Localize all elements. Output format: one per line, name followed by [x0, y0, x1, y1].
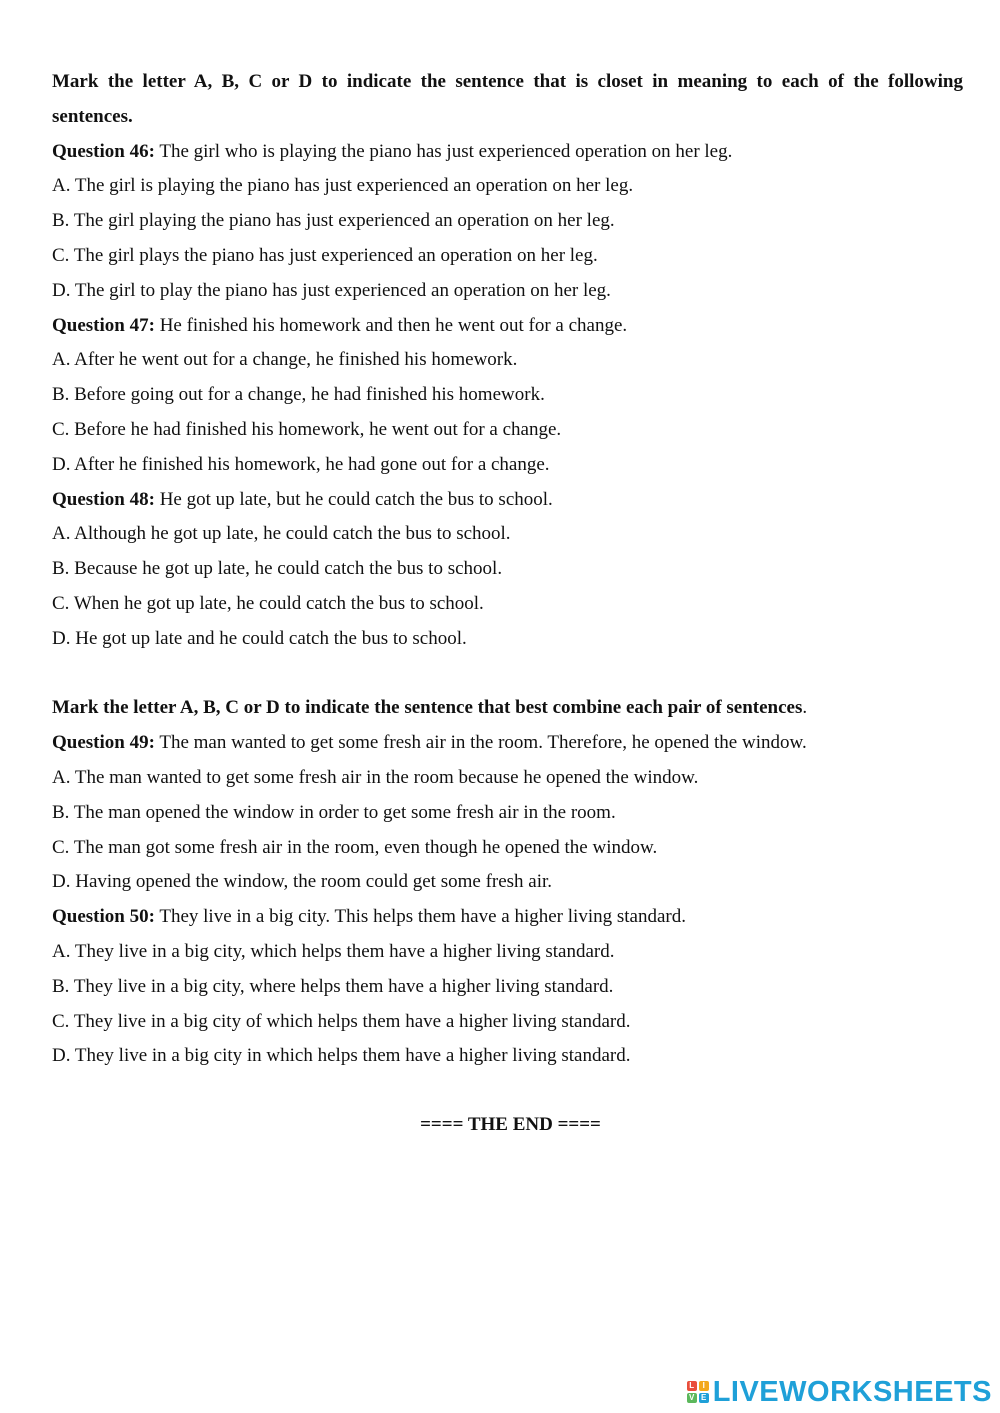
worksheet-page — [52, 65, 963, 1143]
the-end-marker: ==== THE END ==== — [420, 1114, 601, 1136]
question-label: Question 50: — [52, 906, 155, 928]
question-46-option-b[interactable]: B. The girl playing the piano has just experienced an operation on her leg. — [52, 210, 615, 232]
section1-instruction-line2: sentences. — [52, 105, 133, 127]
question-50-option-d[interactable]: D. They live in a big city in which helps them have a higher living standard. — [52, 1045, 631, 1067]
question-label: Question 46: — [52, 140, 155, 162]
question-label: Question 48: — [52, 488, 155, 510]
question-49-option-b[interactable]: B. The man opened the window in order to get some fresh air in the room. — [52, 801, 616, 823]
logo-mark-cell: I — [699, 1381, 709, 1391]
question-47-option-c[interactable]: C. Before he had finished his homework, he went out for a change. — [52, 418, 562, 440]
section1-instruction — [52, 65, 963, 135]
question-48-stem: Question 48: He got up late, but he could catch the bus to school. — [52, 488, 553, 510]
question-48-option-c[interactable]: C. When he got up late, he could catch the bus to school. — [52, 592, 484, 614]
logo-mark-cell: V — [687, 1393, 697, 1403]
question-47-option-a[interactable]: A. After he went out for a change, he finished his homework. — [52, 349, 518, 371]
question-49-option-d[interactable]: D. Having opened the window, the room could get some fresh air. — [52, 871, 553, 893]
question-label: Question 47: — [52, 314, 155, 336]
question-50-stem: Question 50: They live in a big city. This helps them have a higher living standard. — [52, 906, 686, 928]
question-50-option-c[interactable]: C. They live in a big city of which helps them have a higher living standard. — [52, 1010, 631, 1032]
option-letter: A. — [52, 766, 71, 788]
section2-instruction: Mark the letter A, B, C or D to indicate the sentence that best combine each pair of sentences. — [52, 697, 808, 719]
question-47-option-d[interactable]: D. After he finished his homework, he had gone out for a change. — [52, 453, 550, 475]
question-50-option-a[interactable]: A. They live in a big city, which helps them have a higher living standard. — [52, 940, 615, 962]
logo-mark-icon — [687, 1381, 709, 1403]
logo-mark-cell: L — [687, 1381, 697, 1391]
question-47-stem: Question 47: He finished his homework and then he went out for a change. — [52, 314, 628, 336]
question-50-option-b[interactable]: B. They live in a big city, where helps them have a higher living standard. — [52, 975, 614, 997]
question-48-option-d[interactable]: D. He got up late and he could catch the bus to school. — [52, 627, 467, 649]
question-46-option-c[interactable]: C. The girl plays the piano has just experienced an operation on her leg. — [52, 244, 598, 266]
logo-text: LIVEWORKSHEETS — [712, 1375, 992, 1408]
section-spacer — [52, 657, 963, 692]
question-47-option-b[interactable]: B. Before going out for a change, he had finished his homework. — [52, 384, 545, 406]
question-48-option-b[interactable]: B. Because he got up late, he could catch the bus to school. — [52, 558, 503, 580]
question-46-option-a[interactable]: A. The girl is playing the piano has just experienced an operation on her leg. — [52, 175, 634, 197]
question-label: Question 49: — [52, 732, 155, 754]
logo-mark-cell: E — [699, 1393, 709, 1403]
question-46-option-d[interactable]: D. The girl to play the piano has just experienced an operation on her leg. — [52, 279, 611, 301]
section1-instruction-line1: Mark the letter A, B, C or D to indicate the sentence that is closet in meaning to each of the following — [52, 71, 963, 92]
question-48-option-a[interactable]: A. Although he got up late, he could catch the bus to school. — [52, 523, 511, 545]
liveworksheets-logo — [687, 1377, 992, 1407]
question-49-option-a[interactable]: A. The man wanted to get some fresh air in the room because he opened the window. — [52, 766, 699, 788]
question-49-stem: Question 49: The man wanted to get some fresh air in the room. Therefore, he opened the window. — [52, 732, 807, 754]
question-49-option-c[interactable]: C. The man got some fresh air in the room, even though he opened the window. — [52, 836, 658, 858]
question-46-stem: Question 46: The girl who is playing the piano has just experienced operation on her leg. — [52, 140, 733, 162]
